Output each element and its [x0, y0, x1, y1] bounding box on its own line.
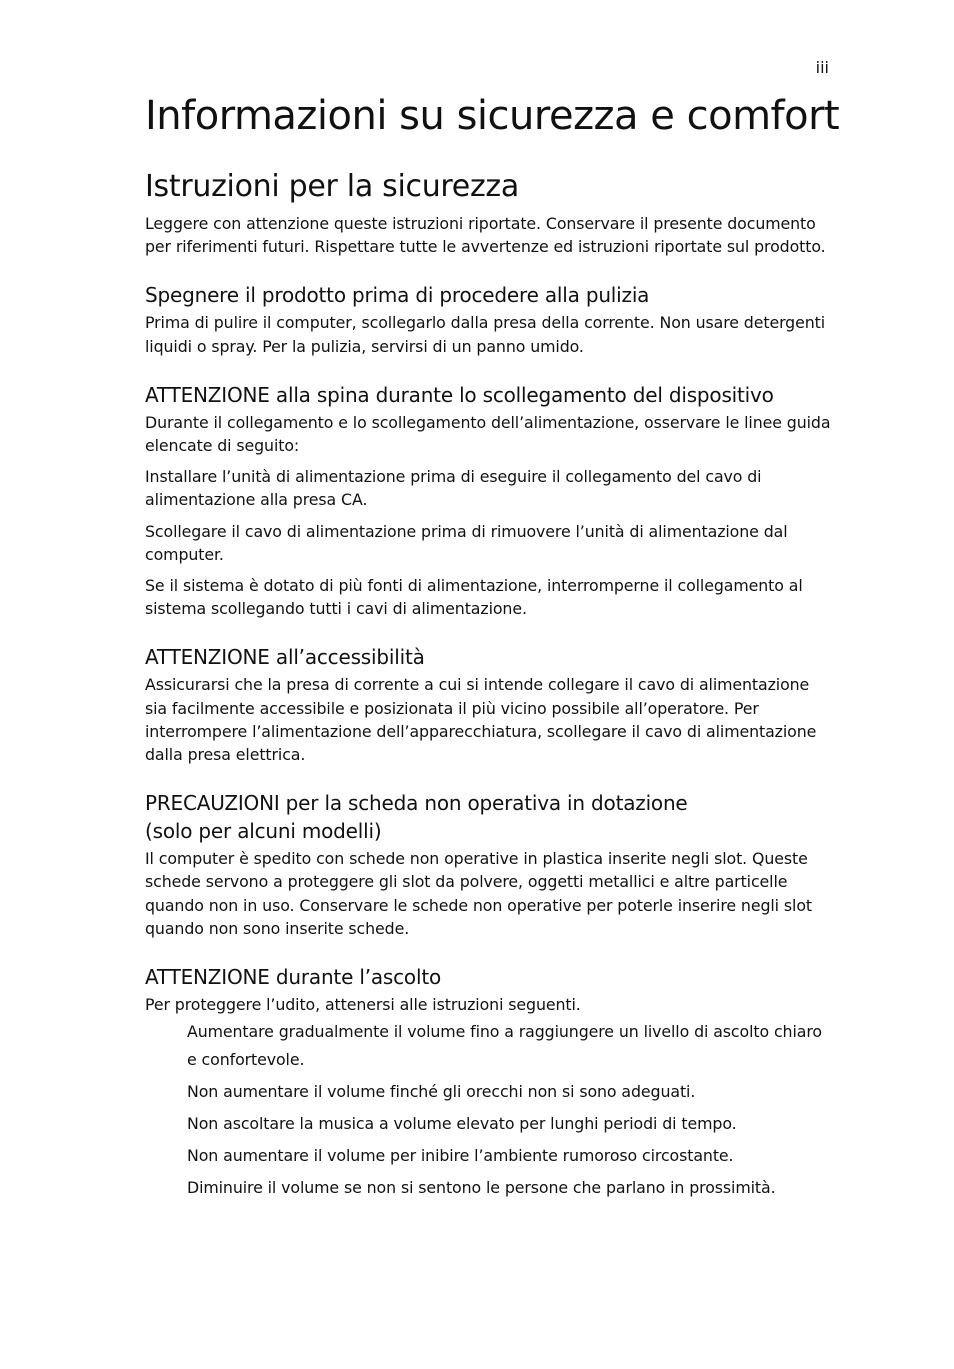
listening-list: [187, 1018, 835, 1202]
section-intro: Leggere con attenzione queste istruzioni riportate. Conservare il presente documento per riferimenti futuri. Rispettare tutte le avvertenze ed istruzioni riportate sul prodotto.: [145, 214, 826, 257]
paragraph: Assicurarsi che la presa di corrente a cui si intende collegare il cavo di alimentazione sia facilmente accessibile e posizionata il più vicino possibile all’operatore. Per interrompere l’alimentazione dell’apparecchiatura, scollegare il cavo di alimentazione dalla presa elettrica.: [145, 675, 817, 765]
paragraph: Scollegare il cavo di alimentazione prima di rimuovere l’unità di alimentazione dal computer.: [145, 521, 788, 564]
paragraph: Per proteggere l’udito, attenersi alle istruzioni seguenti.: [145, 995, 581, 1015]
subsection-title-dummy-card: [145, 789, 835, 845]
page-content: [145, 90, 840, 1225]
subsection-title-line2: (solo per alcuni modelli): [145, 819, 382, 844]
list-item: Non aumentare il volume finché gli orecchi non si sono adeguati.: [187, 1082, 696, 1102]
list-item: Non aumentare il volume per inibire l’ambiente rumoroso circostante.: [187, 1146, 734, 1166]
list-item: Aumentare gradualmente il volume fino a raggiungere un livello di ascolto chiaro e confortevole.: [187, 1022, 822, 1070]
page-title: Informazioni su sicurezza e comfort: [145, 93, 840, 139]
section-intro-block: [145, 212, 835, 258]
subsection-listening: [145, 963, 835, 1202]
subsection-title-cleaning: Spegnere il prodotto prima di procedere alla pulizia: [145, 283, 650, 308]
section-title: Istruzioni per la sicurezza: [145, 169, 519, 204]
paragraph: Il computer è spedito con schede non operative in plastica inserite negli slot. Queste schede servono a proteggere gli slot da polvere, oggetti metallici e altre particelle quando non in uso. Conservare le schede non operative per poterle inserire negli slot quando non sono inserite schede.: [145, 849, 812, 938]
paragraph: Prima di pulire il computer, scollegarlo dalla presa della corrente. Non usare detergenti liquidi o spray. Per la pulizia, servirsi di un panno umido.: [145, 313, 826, 356]
subsection-plug: [145, 381, 835, 621]
list-item: Diminuire il volume se non si sentono le persone che parlano in prossimità.: [187, 1178, 776, 1198]
subsection-title-accessibility: ATTENZIONE all’accessibilità: [145, 645, 425, 670]
subsection-dummy-card: [145, 789, 835, 940]
subsection-title-line1: PRECAUZIONI per la scheda non operativa in dotazione: [145, 791, 688, 816]
subsection-title-plug: ATTENZIONE alla spina durante lo scollegamento del dispositivo: [145, 382, 774, 407]
subsection-accessibility: [145, 643, 835, 766]
list-item: Non ascoltare la musica a volume elevato per lunghi periodi di tempo.: [187, 1114, 737, 1134]
subsection-title-listening: ATTENZIONE durante l’ascolto: [145, 965, 441, 990]
paragraph: Durante il collegamento e lo scollegamento dell’alimentazione, osservare le linee guida elencate di seguito:: [145, 412, 831, 456]
paragraph: Se il sistema è dotato di più fonti di alimentazione, interromperne il collegamento al sistema scollegando tutti i cavi di alimentazione.: [145, 576, 803, 619]
page-number: iii: [815, 58, 829, 77]
subsection-cleaning: [145, 281, 835, 357]
paragraph: Installare l’unità di alimentazione prima di eseguire il collegamento del cavo di alimentazione alla presa CA.: [145, 467, 762, 510]
